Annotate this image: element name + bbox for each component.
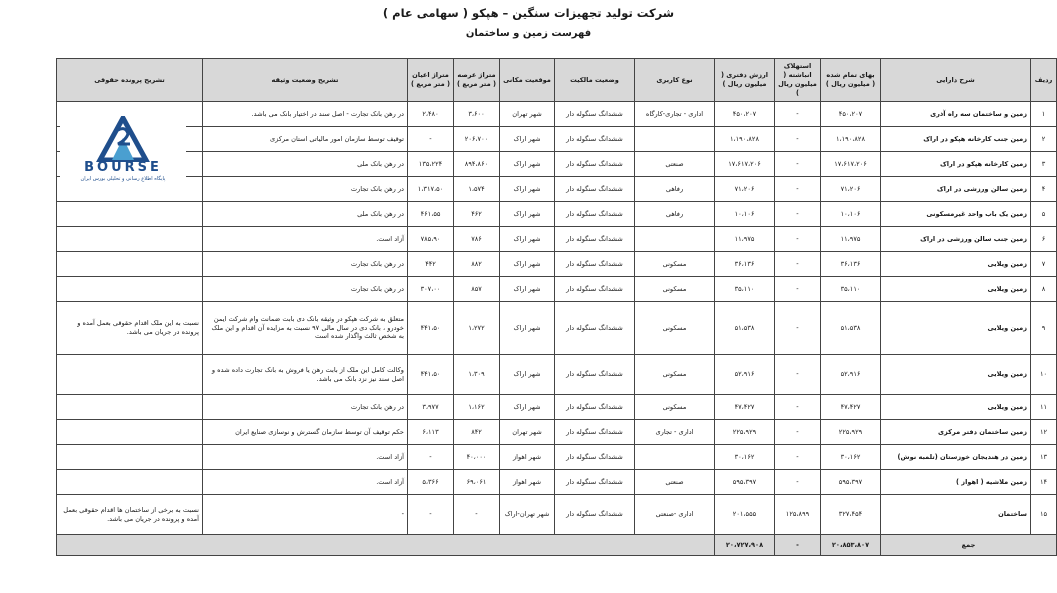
row-number: ۶ (1031, 227, 1057, 252)
book-value-cell: ۴۷،۴۲۷ (715, 395, 775, 420)
ownership-cell: ششدانگ سنگوله دار (555, 227, 635, 252)
col-header-land-area: متراژ عرصه ( متر مربع ) (454, 59, 500, 102)
location-cell: شهر اراک (500, 227, 555, 252)
land-area-cell: - (454, 495, 500, 535)
asset-description: زمین جنب سالن ورزشی در اراک (881, 227, 1031, 252)
ownership-cell: ششدانگ سنگوله دار (555, 495, 635, 535)
collateral-status-cell: آزاد است. (203, 445, 408, 470)
land-area-cell: ۲۰۶،۷۰۰ (454, 127, 500, 152)
usage-type-cell: رفاهی (635, 202, 715, 227)
row-number: ۱۱ (1031, 395, 1057, 420)
depreciation-cell: ۱۲۵،۸۹۹ (775, 495, 821, 535)
row-number: ۹ (1031, 302, 1057, 355)
legal-case-cell: نسبت به این ملک اقدام حقوقی بعمل آمده و پرونده در جریان می باشد. (57, 302, 203, 355)
table-row (57, 102, 1057, 127)
table-row (57, 420, 1057, 445)
bourse-logo-mark (60, 116, 186, 162)
asset-description: زمین ملاشیه ( اهواز ) (881, 470, 1031, 495)
location-cell: شهر تهران (500, 420, 555, 445)
building-area-cell: ۷۸۵،۹۰ (408, 227, 454, 252)
building-area-cell: ۱،۳۱۷،۵۰ (408, 177, 454, 202)
location-cell: شهر اراک (500, 177, 555, 202)
building-area-cell: ۴۴۱،۵۰ (408, 302, 454, 355)
book-value-cell: ۱۰،۱۰۶ (715, 202, 775, 227)
row-number: ۳ (1031, 152, 1057, 177)
depreciation-cell: - (775, 277, 821, 302)
row-number: ۱۴ (1031, 470, 1057, 495)
collateral-status-cell: در رهن بانک تجارت (203, 395, 408, 420)
company-title: شرکت تولید تجهیزات سنگین – هپکو ( سهامی عام ) (382, 6, 675, 20)
table-row (57, 395, 1057, 420)
book-value-cell: ۱،۱۹۰،۸۲۸ (715, 127, 775, 152)
building-area-cell: - (408, 445, 454, 470)
asset-description: زمین جنب کارخانه هپکو در اراک (881, 127, 1031, 152)
ownership-cell: ششدانگ سنگوله دار (555, 177, 635, 202)
legal-case-cell (57, 355, 203, 395)
totals-label: جمع (881, 535, 1057, 556)
legal-case-cell (57, 277, 203, 302)
logo-word: BOURSE (84, 160, 162, 175)
ownership-cell: ششدانگ سنگوله دار (555, 252, 635, 277)
usage-type-cell: مسکونی (635, 355, 715, 395)
land-area-cell: ۸۴۲ (454, 420, 500, 445)
cost-cell: ۱۰،۱۰۶ (821, 202, 881, 227)
totals-depreciation: - (775, 535, 821, 556)
collateral-status-cell: در رهن بانک ملی (203, 202, 408, 227)
depreciation-cell: - (775, 395, 821, 420)
usage-type-cell: مسکونی (635, 302, 715, 355)
location-cell: شهر اهواز (500, 445, 555, 470)
legal-case-cell (57, 420, 203, 445)
legal-case-cell (57, 252, 203, 277)
land-area-cell: ۳،۶۰۰ (454, 102, 500, 127)
row-number: ۲ (1031, 127, 1057, 152)
col-header-location: موقعیت مکانی (500, 59, 555, 102)
collateral-status-cell: وکالت کامل این ملک از بابت رهن یا فروش به بانک تجارت داده شده و اصل سند نیز نزد بانک می باشد. (203, 355, 408, 395)
land-area-cell: ۶۹،۰۶۱ (454, 470, 500, 495)
ownership-cell: ششدانگ سنگوله دار (555, 152, 635, 177)
book-value-cell: ۲۰۱،۵۵۵ (715, 495, 775, 535)
location-cell: شهر اراک (500, 277, 555, 302)
row-number: ۴ (1031, 177, 1057, 202)
book-value-cell: ۳۰،۱۶۲ (715, 445, 775, 470)
table-row (57, 177, 1057, 202)
asset-description: زمین کارخانه هپکو در اراک (881, 152, 1031, 177)
usage-type-cell: اداری -صنعتی (635, 495, 715, 535)
col-header-building-area: متراژ اعیان ( متر مربع ) (408, 59, 454, 102)
usage-type-cell (635, 127, 715, 152)
asset-description: زمین ویلایی (881, 252, 1031, 277)
cost-cell: ۲۲۵،۹۲۹ (821, 420, 881, 445)
table-row (57, 152, 1057, 177)
collateral-status-cell: در رهن بانک تجارت (203, 177, 408, 202)
depreciation-cell: - (775, 177, 821, 202)
book-value-cell: ۱۷،۶۱۷،۲۰۶ (715, 152, 775, 177)
cost-cell: ۳۵،۱۱۰ (821, 277, 881, 302)
assets-table (56, 58, 1057, 556)
ownership-cell: ششدانگ سنگوله دار (555, 202, 635, 227)
collateral-status-cell: - (203, 495, 408, 535)
cost-cell: ۴۷،۴۲۷ (821, 395, 881, 420)
ownership-cell: ششدانگ سنگوله دار (555, 420, 635, 445)
depreciation-cell: - (775, 127, 821, 152)
depreciation-cell: - (775, 252, 821, 277)
table-row (57, 355, 1057, 395)
ownership-cell: ششدانگ سنگوله دار (555, 277, 635, 302)
cost-cell: ۷۱،۲۰۶ (821, 177, 881, 202)
collateral-status-cell: توقیف توسط سازمان امور مالیاتی استان مرکزی (203, 127, 408, 152)
legal-case-cell: نسبت به برخی از ساختمان ها اقدام حقوقی بعمل آمده و پرونده در جریان می باشد. (57, 495, 203, 535)
ownership-cell: ششدانگ سنگوله دار (555, 102, 635, 127)
depreciation-cell: - (775, 152, 821, 177)
cost-cell: ۱۱،۹۷۵ (821, 227, 881, 252)
legal-case-cell (57, 395, 203, 420)
land-area-cell: ۱،۳۰۹ (454, 355, 500, 395)
table-body (57, 102, 1057, 535)
usage-type-cell: صنعتی (635, 470, 715, 495)
col-header-ownership: وضعیت مالکیت (555, 59, 635, 102)
table-row (57, 302, 1057, 355)
asset-description: زمین در هندیجان خوزستان (تلمبه نوش) (881, 445, 1031, 470)
land-area-cell: ۱،۲۷۲ (454, 302, 500, 355)
cost-cell: ۳۶،۱۳۶ (821, 252, 881, 277)
asset-description: ساختمان (881, 495, 1031, 535)
ownership-cell: ششدانگ سنگوله دار (555, 470, 635, 495)
land-area-cell: ۱،۱۶۲ (454, 395, 500, 420)
totals-cost: ۲۰،۸۵۳،۸۰۷ (821, 535, 881, 556)
cost-cell: ۴۵۰،۲۰۷ (821, 102, 881, 127)
asset-description: زمین ساختمان دفتر مرکزی (881, 420, 1031, 445)
bourse-logo (60, 116, 186, 188)
collateral-status-cell: در رهن بانک تجارت (203, 252, 408, 277)
collateral-status-cell: آزاد است. (203, 470, 408, 495)
book-value-cell: ۴۵۰،۲۰۷ (715, 102, 775, 127)
collateral-status-cell: در رهن بانک تجارت (203, 277, 408, 302)
cost-cell: ۵۹۵،۳۹۷ (821, 470, 881, 495)
collateral-status-cell: در رهن بانک ملی (203, 152, 408, 177)
ownership-cell: ششدانگ سنگوله دار (555, 445, 635, 470)
cost-cell: ۱۷،۶۱۷،۲۰۶ (821, 152, 881, 177)
location-cell: شهر تهران (500, 102, 555, 127)
collateral-status-cell: متعلق به شرکت هپکو در وثیقه بانک دی بابت ضمانت وام شرکت ایمن خودرو ، بانک دی در سال مالی ۹۷ نسبت به مزایده آن اقدام و این ملک به شخص ثالث واگذار شده است (203, 302, 408, 355)
book-value-cell: ۳۵،۱۱۰ (715, 277, 775, 302)
asset-description: زمین ویلایی (881, 277, 1031, 302)
depreciation-cell: - (775, 202, 821, 227)
asset-description: زمین ویلایی (881, 355, 1031, 395)
table-row (57, 470, 1057, 495)
location-cell: شهر اراک (500, 355, 555, 395)
header-row (57, 59, 1057, 102)
usage-type-cell: مسکونی (635, 395, 715, 420)
collateral-status-cell: در رهن بانک تجارت - اصل سند در اختیار بانک می باشد. (203, 102, 408, 127)
totals-row (57, 535, 1057, 556)
ownership-cell: ششدانگ سنگوله دار (555, 395, 635, 420)
row-number: ۱۲ (1031, 420, 1057, 445)
legal-case-cell (57, 470, 203, 495)
building-area-cell: ۶،۱۱۳ (408, 420, 454, 445)
depreciation-cell: - (775, 302, 821, 355)
legal-case-cell (57, 202, 203, 227)
col-header-legal-case: تشریح پرونده حقوقی (57, 59, 203, 102)
usage-type-cell (635, 445, 715, 470)
logo-subtitle: پایگاه اطلاع رسانی و تحلیلی بورس ایران (80, 176, 166, 182)
land-area-cell: ۴۰،۰۰۰ (454, 445, 500, 470)
cost-cell: ۵۲،۹۱۶ (821, 355, 881, 395)
land-area-cell: ۷۸۶ (454, 227, 500, 252)
location-cell: شهر اهواز (500, 470, 555, 495)
building-area-cell: ۴۴۱،۵۰ (408, 355, 454, 395)
depreciation-cell: - (775, 420, 821, 445)
land-area-cell: ۴۶۲ (454, 202, 500, 227)
legal-case-cell (57, 445, 203, 470)
cost-cell: ۳۰،۱۶۲ (821, 445, 881, 470)
asset-description: زمین ویلایی (881, 395, 1031, 420)
table-row (57, 445, 1057, 470)
list-title: فهرست زمین و ساختمان (465, 28, 592, 39)
row-number: ۸ (1031, 277, 1057, 302)
table-row (57, 495, 1057, 535)
asset-description: زمین ویلایی (881, 302, 1031, 355)
building-area-cell: ۱۳۵،۲۲۴ (408, 152, 454, 177)
col-header-asset-description: شرح دارایی (881, 59, 1031, 102)
depreciation-cell: - (775, 102, 821, 127)
totals-empty (57, 535, 715, 556)
legal-case-cell (57, 227, 203, 252)
col-header-cost: بهای تمام شده ( میلیون ریال ) (821, 59, 881, 102)
building-area-cell: - (408, 495, 454, 535)
table-row (57, 202, 1057, 227)
book-value-cell: ۵۲،۹۱۶ (715, 355, 775, 395)
asset-description: زمین یک باب واحد غیرمسکونی (881, 202, 1031, 227)
table-row (57, 252, 1057, 277)
book-value-cell: ۳۶،۱۳۶ (715, 252, 775, 277)
depreciation-cell: - (775, 355, 821, 395)
row-number: ۷ (1031, 252, 1057, 277)
col-header-usage-type: نوع کاربری (635, 59, 715, 102)
building-area-cell: ۳،۹۷۷ (408, 395, 454, 420)
building-area-cell: ۳۰۷،۰۰ (408, 277, 454, 302)
usage-type-cell: مسکونی (635, 252, 715, 277)
building-area-cell: - (408, 127, 454, 152)
col-header-book-value: ارزش دفتری ( میلیون ریال ) (715, 59, 775, 102)
col-header-collateral-status: تشریح وضعیت وثیقه (203, 59, 408, 102)
location-cell: شهر اراک (500, 252, 555, 277)
usage-type-cell: رفاهی (635, 177, 715, 202)
table-row (57, 277, 1057, 302)
book-value-cell: ۱۱،۹۷۵ (715, 227, 775, 252)
location-cell: شهر تهران-اراک (500, 495, 555, 535)
land-area-cell: ۸۸۲ (454, 252, 500, 277)
location-cell: شهر اراک (500, 152, 555, 177)
col-header-depreciation: استهلاک انباشته ( میلیون ریال ) (775, 59, 821, 102)
ownership-cell: ششدانگ سنگوله دار (555, 302, 635, 355)
row-number: ۵ (1031, 202, 1057, 227)
cost-cell: ۵۱،۵۳۸ (821, 302, 881, 355)
land-area-cell: ۱،۵۷۴ (454, 177, 500, 202)
row-number: ۱۰ (1031, 355, 1057, 395)
land-area-cell: ۸۹۴،۸۶۰ (454, 152, 500, 177)
book-value-cell: ۵۱،۵۳۸ (715, 302, 775, 355)
table-row (57, 227, 1057, 252)
usage-type-cell: اداری - تجاری (635, 420, 715, 445)
book-value-cell: ۲۲۵،۹۲۹ (715, 420, 775, 445)
building-area-cell: ۴۴۲ (408, 252, 454, 277)
collateral-status-cell: حکم توقیف آن توسط سازمان گسترش و نوسازی صنایع ایران (203, 420, 408, 445)
book-value-cell: ۵۹۵،۳۹۷ (715, 470, 775, 495)
usage-type-cell: صنعتی (635, 152, 715, 177)
usage-type-cell: مسکونی (635, 277, 715, 302)
ownership-cell: ششدانگ سنگوله دار (555, 127, 635, 152)
depreciation-cell: - (775, 470, 821, 495)
table-row (57, 127, 1057, 152)
asset-description: زمین سالن ورزشی در اراک (881, 177, 1031, 202)
land-area-cell: ۸۵۷ (454, 277, 500, 302)
depreciation-cell: - (775, 445, 821, 470)
cost-cell: ۳۲۷،۴۵۴ (821, 495, 881, 535)
building-area-cell: ۲،۴۸۰ (408, 102, 454, 127)
row-number: ۱ (1031, 102, 1057, 127)
usage-type-cell (635, 227, 715, 252)
row-number: ۱۵ (1031, 495, 1057, 535)
usage-type-cell: اداری - تجاری-کارگاه (635, 102, 715, 127)
depreciation-cell: - (775, 227, 821, 252)
book-value-cell: ۷۱،۲۰۶ (715, 177, 775, 202)
cost-cell: ۱،۱۹۰،۸۲۸ (821, 127, 881, 152)
asset-description: زمین و ساختمان سه راه آذری (881, 102, 1031, 127)
collateral-status-cell: آزاد است. (203, 227, 408, 252)
location-cell: شهر اراک (500, 127, 555, 152)
col-header-row-number: ردیف (1031, 59, 1057, 102)
row-number: ۱۳ (1031, 445, 1057, 470)
location-cell: شهر اراک (500, 302, 555, 355)
totals-book-value: ۲۰،۷۲۷،۹۰۸ (715, 535, 775, 556)
location-cell: شهر اراک (500, 202, 555, 227)
building-area-cell: ۵،۳۶۶ (408, 470, 454, 495)
building-area-cell: ۴۶۱،۵۵ (408, 202, 454, 227)
location-cell: شهر اراک (500, 395, 555, 420)
ownership-cell: ششدانگ سنگوله دار (555, 355, 635, 395)
